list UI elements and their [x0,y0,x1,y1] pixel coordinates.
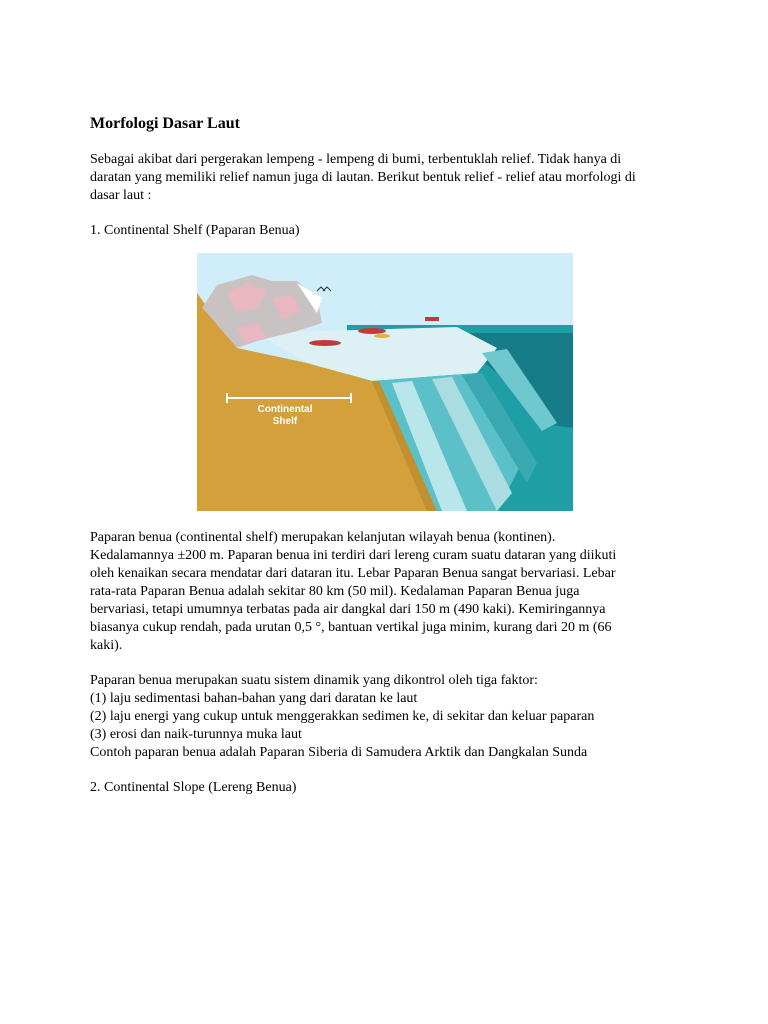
desc-line: kaki). [90,638,123,653]
description-paragraph [90,529,690,655]
desc-line: biasanya cukup rendah, pada urutan 0,5 °, bantuan vertikal juga minim, kurang dari 20 m (66 [90,620,612,635]
desc-line: Kedalamannya ±200 m. Paparan benua ini terdiri dari lereng curam suatu dataran yang diikuti [90,548,617,563]
factor-line: (1) laju sedimentasi bahan-bahan yang dari daratan ke laut [90,691,418,706]
factors-paragraph [90,672,690,762]
continental-shelf-label: Shelf [272,416,298,427]
continental-shelf-illustration [197,253,573,511]
desc-line: rata-rata Paparan Benua adalah sekitar 80 km (50 mil). Kedalaman Paparan Benua juga [90,584,580,599]
intro-line: dasar laut : [90,188,152,203]
section-heading-continental-shelf: 1. Continental Shelf (Paparan Benua) [90,223,300,238]
factor-line: (3) erosi dan naik-turunnya muka laut [90,727,302,742]
continental-shelf-label: Continental [257,404,313,415]
factor-line: Paparan benua merupakan suatu sistem dinamik yang dikontrol oleh tiga faktor: [90,673,538,688]
intro-line: Sebagai akibat dari pergerakan lempeng - lempeng di bumi, terbentuklah relief. Tidak hanya di [90,152,622,167]
factor-line: (2) laju energi yang cukup untuk menggerakkan sedimen ke, di sekitar dan keluar paparan [90,709,595,724]
section-heading-continental-slope: 2. Continental Slope (Lereng Benua) [90,780,297,795]
intro-line: daratan yang memiliki relief namun juga di lautan. Berikut bentuk relief - relief atau morfologi di [90,170,636,185]
intro-paragraph [90,151,690,205]
desc-line: bervariasi, tetapi umumnya terbatas pada air dangkal dari 150 m (490 kaki). Kemiringannya [90,602,606,617]
desc-line: Paparan benua (continental shelf) merupakan kelanjutan wilayah benua (kontinen). [90,530,556,545]
page-title: Morfologi Dasar Laut [90,115,240,132]
desc-line: oleh kenaikan secara mendatar dari dataran itu. Lebar Paparan Benua sangat bervariasi. Lebar [90,566,616,581]
factor-line: Contoh paparan benua adalah Paparan Siberia di Samudera Arktik dan Dangkalan Sunda [90,745,588,760]
